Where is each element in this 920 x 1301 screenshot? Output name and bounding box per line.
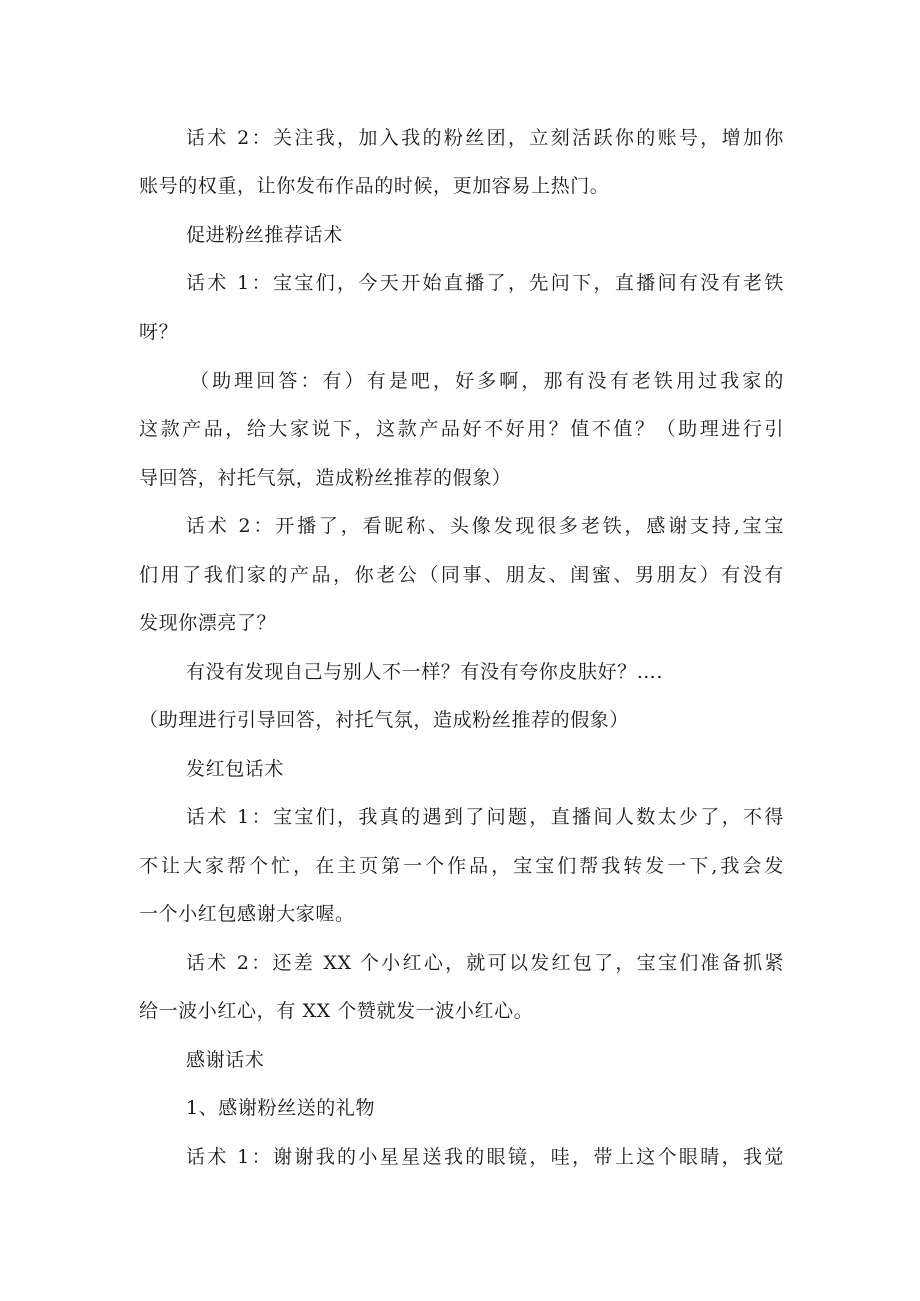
paragraph-line-13: 话术 1：宝宝们，我真的遇到了问题，直播间人数太少了，不得	[186, 806, 784, 828]
paragraph-line-1: 话术 2：关注我，加入我的粉丝团，立刻活跃你的账号，增加你	[186, 127, 784, 149]
paragraph-line-16: 话术 2：还差 XX 个小红心，就可以发红包了，宝宝们准备抓紧	[186, 952, 784, 974]
paragraph-line-14: 不让大家帮个忙，在主页第一个作品，宝宝们帮我转发一下,我会发	[139, 855, 784, 877]
section-heading-fan-recommend: 促进粉丝推荐话术	[186, 224, 343, 246]
paragraph-line-4: 呀？	[139, 321, 179, 343]
paragraph-line-12: （助理进行引导回答，衬托气氛，造成粉丝推荐的假象）	[139, 709, 630, 731]
section-heading-red-packet: 发红包话术	[186, 758, 285, 780]
section-heading-thanks: 感谢话术	[186, 1049, 265, 1071]
paragraph-line-18: 话术 1：谢谢我的小星星送我的眼镜，哇，带上这个眼睛，我觉	[186, 1146, 784, 1168]
paragraph-line-8: 话术 2：开播了，看昵称、头像发现很多老铁，感谢支持,宝宝	[186, 515, 784, 537]
paragraph-line-9: 们用了我们家的产品，你老公（同事、朋友、闺蜜、男朋友）有没有	[139, 564, 784, 586]
paragraph-line-5: （助理回答：有）有是吧，好多啊，那有没有老铁用过我家的	[190, 370, 784, 392]
paragraph-line-17: 给一波小红心，有 XX 个赞就发一波小红心。	[139, 1000, 534, 1022]
paragraph-line-6: 这款产品，给大家说下，这款产品好不好用？值不值？（助理进行引	[139, 418, 784, 440]
paragraph-line-11: 有没有发现自己与别人不一样？有没有夸你皮肤好？….	[186, 661, 664, 683]
paragraph-line-7: 导回答，衬托气氛，造成粉丝推荐的假象）	[139, 467, 512, 489]
paragraph-line-2: 账号的权重，让你发布作品的时候，更加容易上热门。	[139, 175, 610, 197]
paragraph-line-10: 发现你漂亮了？	[139, 612, 277, 634]
paragraph-line-15: 一个小红包感谢大家喔。	[139, 903, 355, 925]
subsection-heading-gift-thanks: 1、感谢粉丝送的礼物	[186, 1097, 376, 1119]
paragraph-line-3: 话术 1：宝宝们，今天开始直播了，先问下，直播间有没有老铁	[186, 272, 784, 294]
